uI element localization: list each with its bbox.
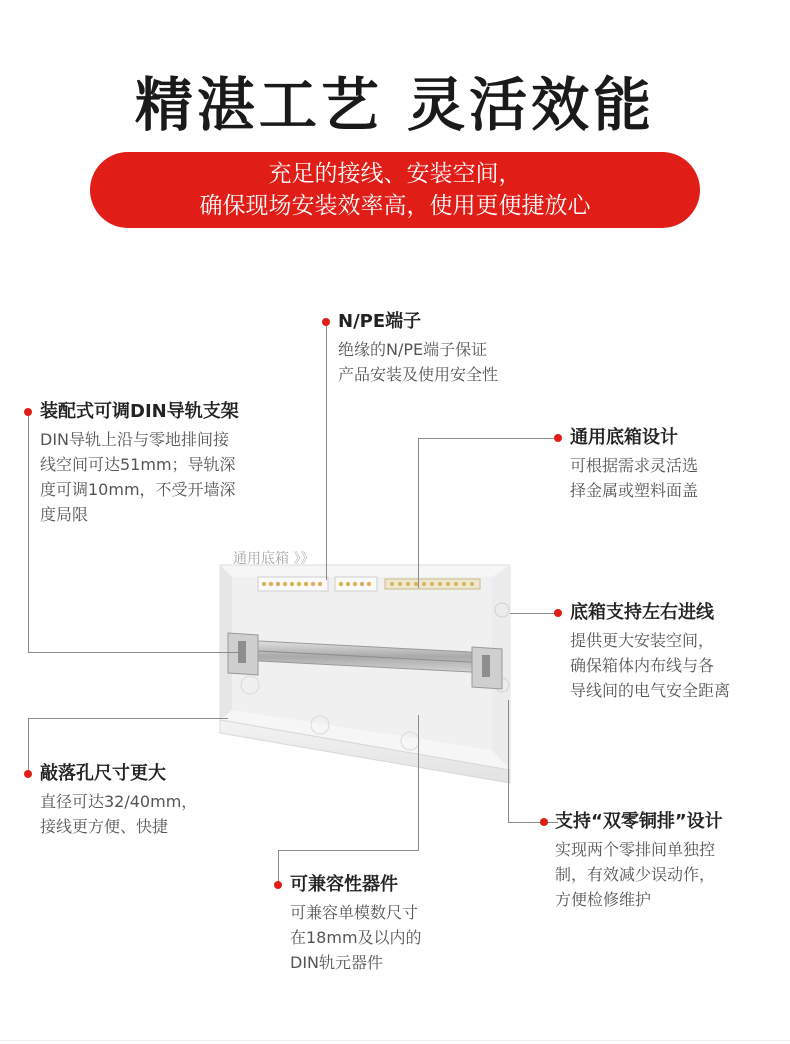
leader-line bbox=[418, 438, 419, 588]
leader-line bbox=[508, 822, 558, 823]
feature-knockout bbox=[40, 761, 197, 839]
feature-dual-neutral bbox=[555, 809, 723, 912]
leader-line bbox=[418, 438, 558, 439]
leader-line bbox=[510, 613, 558, 614]
marker-dot bbox=[24, 408, 32, 416]
subtitle-banner bbox=[90, 152, 700, 228]
feature-title: 装配式可调DIN导轨支架 bbox=[40, 401, 239, 422]
marker-dot bbox=[554, 609, 562, 617]
feature-desc-line: 择金属或塑料面盖 bbox=[570, 481, 699, 500]
feature-npe-terminal bbox=[338, 309, 498, 387]
feature-base-box bbox=[570, 425, 698, 503]
box-tag: 通用底箱 》》 bbox=[233, 551, 315, 567]
bottom-divider bbox=[0, 1040, 790, 1041]
feature-desc-line: 确保箱体内布线与各 bbox=[570, 656, 715, 675]
feature-desc-line: 线空间可达51mm；导轨深 bbox=[40, 455, 236, 474]
feature-desc-line: 实现两个零排间单独控 bbox=[555, 840, 716, 859]
feature-compatible bbox=[290, 872, 422, 975]
feature-title: 通用底箱设计 bbox=[570, 427, 678, 448]
leader-line bbox=[278, 850, 279, 885]
feature-desc-line: DIN轨元器件 bbox=[290, 953, 384, 972]
feature-desc-line: 方便检修维护 bbox=[555, 890, 652, 909]
feature-din-rail bbox=[40, 399, 239, 527]
leader-line bbox=[508, 700, 509, 822]
marker-dot bbox=[274, 881, 282, 889]
feature-desc-line: 直径可达32/40mm， bbox=[40, 792, 198, 811]
feature-desc-line: 可根据需求灵活选 bbox=[570, 456, 699, 475]
feature-desc-line: 导线间的电气安全距离 bbox=[570, 681, 731, 700]
distribution-box-image bbox=[210, 555, 530, 795]
feature-title: N/PE端子 bbox=[338, 311, 422, 332]
feature-desc-line: 接线更方便、快捷 bbox=[40, 817, 169, 836]
feature-desc-line: DIN导轨上沿与零地排间接 bbox=[40, 430, 230, 449]
marker-dot bbox=[24, 770, 32, 778]
page-title: 精湛工艺 灵活效能 bbox=[134, 71, 656, 139]
feature-desc-line: 提供更大安装空间， bbox=[570, 631, 715, 650]
banner-line-2: 确保现场安装效率高，使用更便捷放心 bbox=[199, 193, 591, 219]
leader-line bbox=[278, 850, 419, 851]
leader-line bbox=[28, 718, 29, 774]
feature-title: 敲落孔尺寸更大 bbox=[40, 763, 166, 784]
banner-line-1: 充足的接线、安装空间， bbox=[268, 161, 522, 187]
leader-line bbox=[418, 715, 419, 850]
feature-desc-line: 绝缘的N/PE端子保证 bbox=[338, 340, 488, 359]
feature-desc-line: 在18mm及以内的 bbox=[290, 928, 422, 947]
leader-line bbox=[326, 322, 327, 580]
feature-title: 可兼容性器件 bbox=[290, 874, 398, 895]
leader-line bbox=[28, 718, 228, 719]
feature-side-entry bbox=[570, 600, 730, 703]
feature-title: 支持“双零铜排”设计 bbox=[555, 811, 723, 832]
feature-desc-line: 可兼容单模数尺寸 bbox=[290, 903, 419, 922]
marker-dot bbox=[322, 318, 330, 326]
feature-desc-line: 度可调10mm，不受开墙深 bbox=[40, 480, 236, 499]
marker-dot bbox=[540, 818, 548, 826]
feature-desc-line: 度局限 bbox=[40, 505, 89, 524]
leader-line bbox=[28, 652, 238, 653]
leader-line bbox=[28, 412, 29, 652]
feature-desc-line: 产品安装及使用安全性 bbox=[338, 365, 499, 384]
marker-dot bbox=[554, 434, 562, 442]
feature-title: 底箱支持左右进线 bbox=[570, 602, 714, 623]
feature-desc-line: 制，有效减少误动作， bbox=[555, 865, 716, 884]
